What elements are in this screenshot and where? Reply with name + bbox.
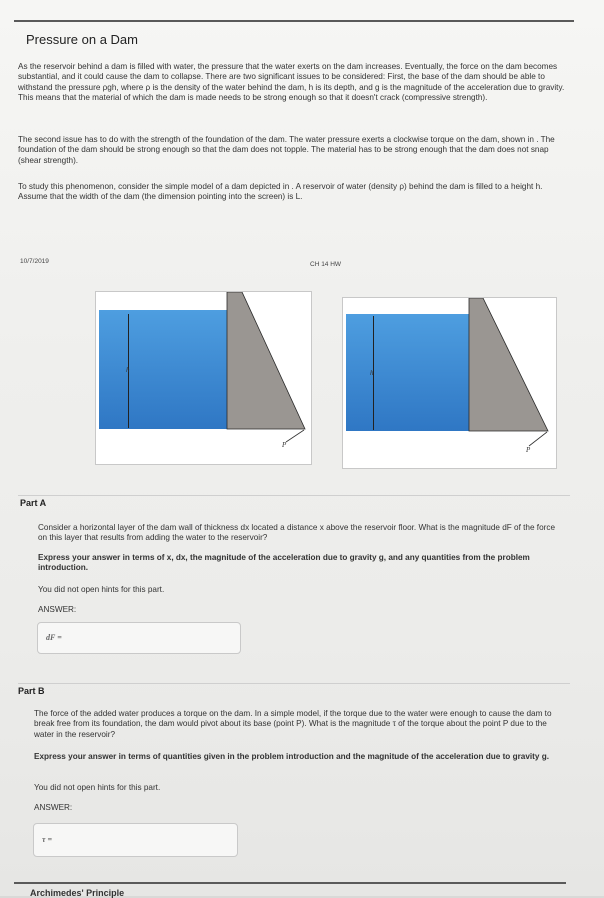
part-a-answer-box[interactable]: [37, 622, 241, 654]
print-header: CH 14 HW: [310, 261, 342, 268]
pivot-point-label: P: [526, 446, 531, 454]
intro-paragraph-1: As the reservoir behind a dam is filled with water, the pressure that the water exerts on the dam increases. Eventually, the force on the dam becomes substantial, and it could cause the dam to collapse. There are two significant issues to be considered: First, the base of the dam should be able to withstand the pressure ρgh, where ρ is the density of the water behind the dam, h is its depth, and g is the magnitude of the acceleration due to gravity. This means that the material of which the dam is made needs to be strong enough so that it doesn't crack (compressive strength).: [18, 62, 565, 103]
part-b-answer-label: τ =: [42, 835, 53, 844]
part-b-answer-heading: ANSWER:: [34, 803, 73, 812]
part-b-instruction: Express your answer in terms of quantities given in the problem introduction and the magnitude of the acceleration due to gravity g.: [34, 752, 549, 761]
intro-paragraph-3: To study this phenomenon, consider the simple model of a dam depicted in . A reservoir of water (density ρ) behind the dam is filled to a height h. Assume that the width of the dam (the dimension pointing into the screen) is L.: [18, 182, 543, 202]
top-rule: [14, 20, 574, 22]
part-a-instruction: Express your answer in terms of x, dx, the magnitude of the acceleration due to gravity g, and any quantities from the problem introduction.: [38, 553, 530, 573]
print-date: 10/7/2019: [20, 258, 49, 265]
section-divider: [18, 683, 570, 684]
pivot-point-label: P: [282, 441, 287, 449]
part-b-label: Part B: [18, 686, 45, 696]
dam-figure-left: [95, 291, 312, 465]
part-b-hints: You did not open hints for this part.: [34, 783, 161, 792]
part-a-answer-label: dF =: [46, 633, 62, 642]
dam-wall: [343, 298, 556, 468]
next-section-title: Archimedes' Principle: [30, 888, 125, 898]
dam-wall: [96, 292, 311, 464]
height-label: h: [126, 366, 130, 374]
part-a-hints: You did not open hints for this part.: [38, 585, 165, 594]
bottom-rule: [14, 882, 566, 884]
dam-figure-right: [342, 297, 557, 469]
section-divider: [18, 495, 570, 496]
height-label: h: [370, 369, 374, 377]
part-a-label: Part A: [20, 498, 47, 508]
part-b-answer-box[interactable]: [33, 823, 238, 857]
part-a-question: Consider a horizontal layer of the dam wall of thickness dx located a distance x above the reservoir floor. What is the magnitude dF of the force on this layer that results from adding the water to the reservoir?: [38, 523, 555, 543]
part-a-answer-heading: ANSWER:: [38, 605, 77, 614]
intro-paragraph-2: The second issue has to do with the strength of the foundation of the dam. The water pressure exerts a clockwise torque on the dam, shown in . The foundation of the dam should be strong enough so that the dam does not topple. The material has to be strong enough that the dam does not snap (shear strength).: [18, 135, 555, 165]
page-title: Pressure on a Dam: [26, 32, 138, 47]
part-b-question: The force of the added water produces a torque on the dam. In a simple model, if the torque due to the water were enough to cause the dam to break free from its foundation, the dam would pivot about its base (point P). What is the magnitude τ of the torque about the point P due to the water in the reservoir?: [34, 709, 552, 739]
